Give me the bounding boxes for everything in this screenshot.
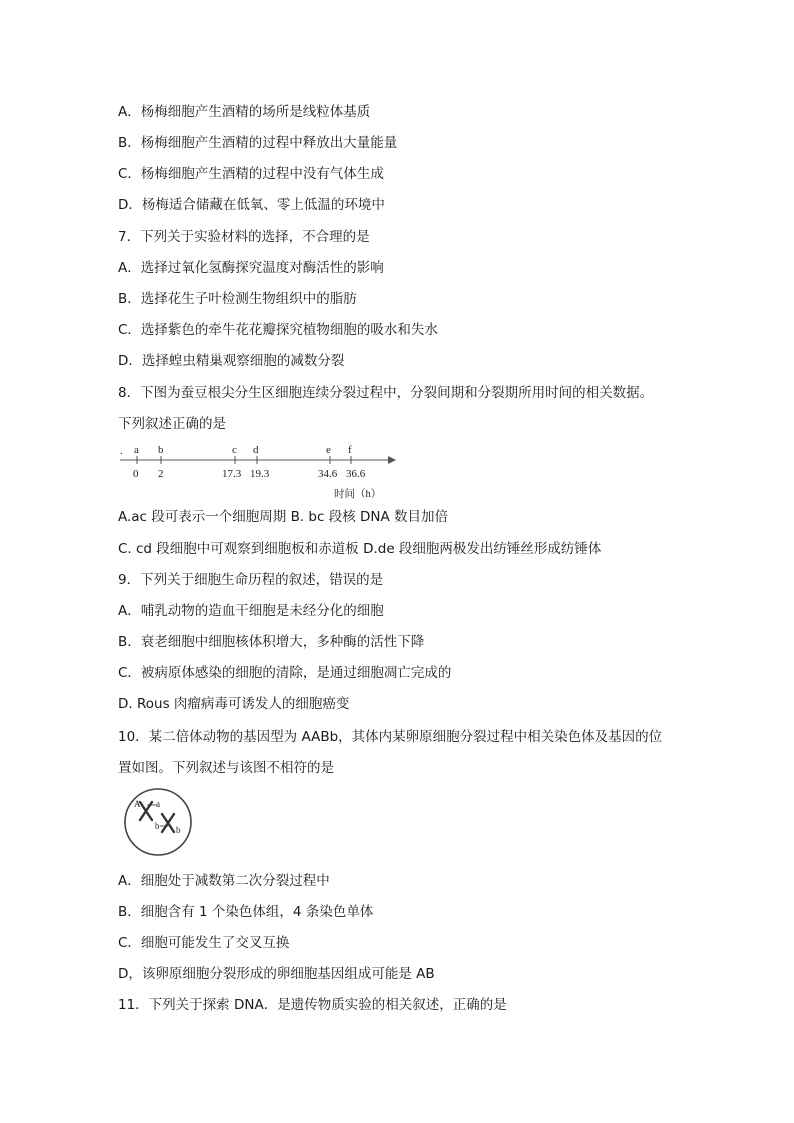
q7-option-a: A．选择过氧化氢酶探究温度对酶活性的影响: [118, 260, 384, 276]
q6-option-b: B．杨梅细胞产生酒精的过程中释放出大量能量: [118, 135, 398, 151]
value-label-a: 0: [133, 468, 139, 480]
q6-option-c: C．杨梅细胞产生酒精的过程中没有气体生成: [118, 166, 384, 182]
q8-options-line2: C. cd 段细胞中可观察到细胞板和赤道板 D.de 段细胞两极发出纺锤丝形成纺锤体: [118, 541, 602, 557]
point-label-e: e: [326, 444, 331, 456]
value-label-c: 17.3: [222, 468, 242, 480]
value-label-e: 34.6: [318, 468, 338, 480]
q7-option-b: B．选择花生子叶检测生物组织中的脂肪: [118, 291, 357, 307]
q6-option-d: D．杨梅适合储藏在低氧、零上低温的环境中: [118, 197, 385, 213]
value-label-d: 19.3: [250, 468, 270, 480]
point-label-c: c: [232, 444, 237, 456]
chromosome-cell-diagram: [122, 786, 194, 858]
q9-option-d: D. Rous 肉瘤病毒可诱发人的细胞癌变: [118, 696, 350, 712]
q10-option-b: B．细胞含有 1 个染色体组，4 条染色单体: [118, 904, 374, 920]
q10-option-a: A．细胞处于减数第二次分裂过程中: [118, 873, 330, 889]
value-label-b: 2: [158, 468, 164, 480]
timeline-start-dot: .: [120, 445, 123, 457]
axis-label-time: 时间（h）: [334, 489, 382, 500]
gene-label-a: a: [156, 799, 160, 809]
point-label-d: d: [253, 444, 259, 456]
q7-option-d: D．选择蝗虫精巢观察细胞的减数分裂: [118, 353, 345, 369]
q7-option-c: C．选择紫色的牵牛花花瓣探究植物细胞的吸水和失水: [118, 322, 438, 338]
q8-stem-line1: 8．下图为蚕豆根尖分生区细胞连续分裂过程中，分裂间期和分裂期所用时间的相关数据。: [118, 385, 654, 401]
q7-stem: 7．下列关于实验材料的选择，不合理的是: [118, 229, 370, 245]
q10-option-d: D，该卵原细胞分裂形成的卵细胞基因组成可能是 AB: [118, 966, 435, 982]
timeline-arrowhead: [388, 456, 396, 464]
q6-option-a: A．杨梅细胞产生酒精的场所是线粒体基质: [118, 104, 371, 120]
q8-stem-line2: 下列叙述正确的是: [118, 416, 226, 432]
gene-label-b-1: b: [155, 821, 160, 831]
gene-label-b-2: b: [176, 825, 181, 835]
gene-label-A: A: [134, 799, 141, 809]
q8-options-line1: A.ac 段可表示一个细胞周期 B. bc 段核 DNA 数目加倍: [118, 509, 449, 525]
q10-option-c: C．细胞可能发生了交叉互换: [118, 935, 290, 951]
cell-cycle-timeline: [118, 440, 408, 502]
chromosome-2: [162, 814, 174, 832]
q11-stem: 11．下列关于探索 DNA．是遗传物质实验的相关叙述，正确的是: [118, 997, 507, 1013]
value-label-f: 36.6: [346, 468, 366, 480]
q9-stem: 9．下列关于细胞生命历程的叙述，错误的是: [118, 572, 384, 588]
q10-stem-line2: 置如图。下列叙述与该图不相符的是: [118, 760, 334, 776]
q10-stem-line1: 10．某二倍体动物的基因型为 AABb，其体内某卵原细胞分裂过程中相关染色体及基因的位: [118, 729, 663, 745]
q9-option-c: C．被病原体感染的细胞的清除，是通过细胞凋亡完成的: [118, 665, 452, 681]
q9-option-a: A．哺乳动物的造血干细胞是未经分化的细胞: [118, 603, 384, 619]
point-label-f: f: [348, 444, 352, 456]
point-label-a: a: [134, 444, 139, 456]
q9-option-b: B．衰老细胞中细胞核体积增大，多种酶的活性下降: [118, 634, 425, 650]
point-label-b: b: [158, 444, 164, 456]
